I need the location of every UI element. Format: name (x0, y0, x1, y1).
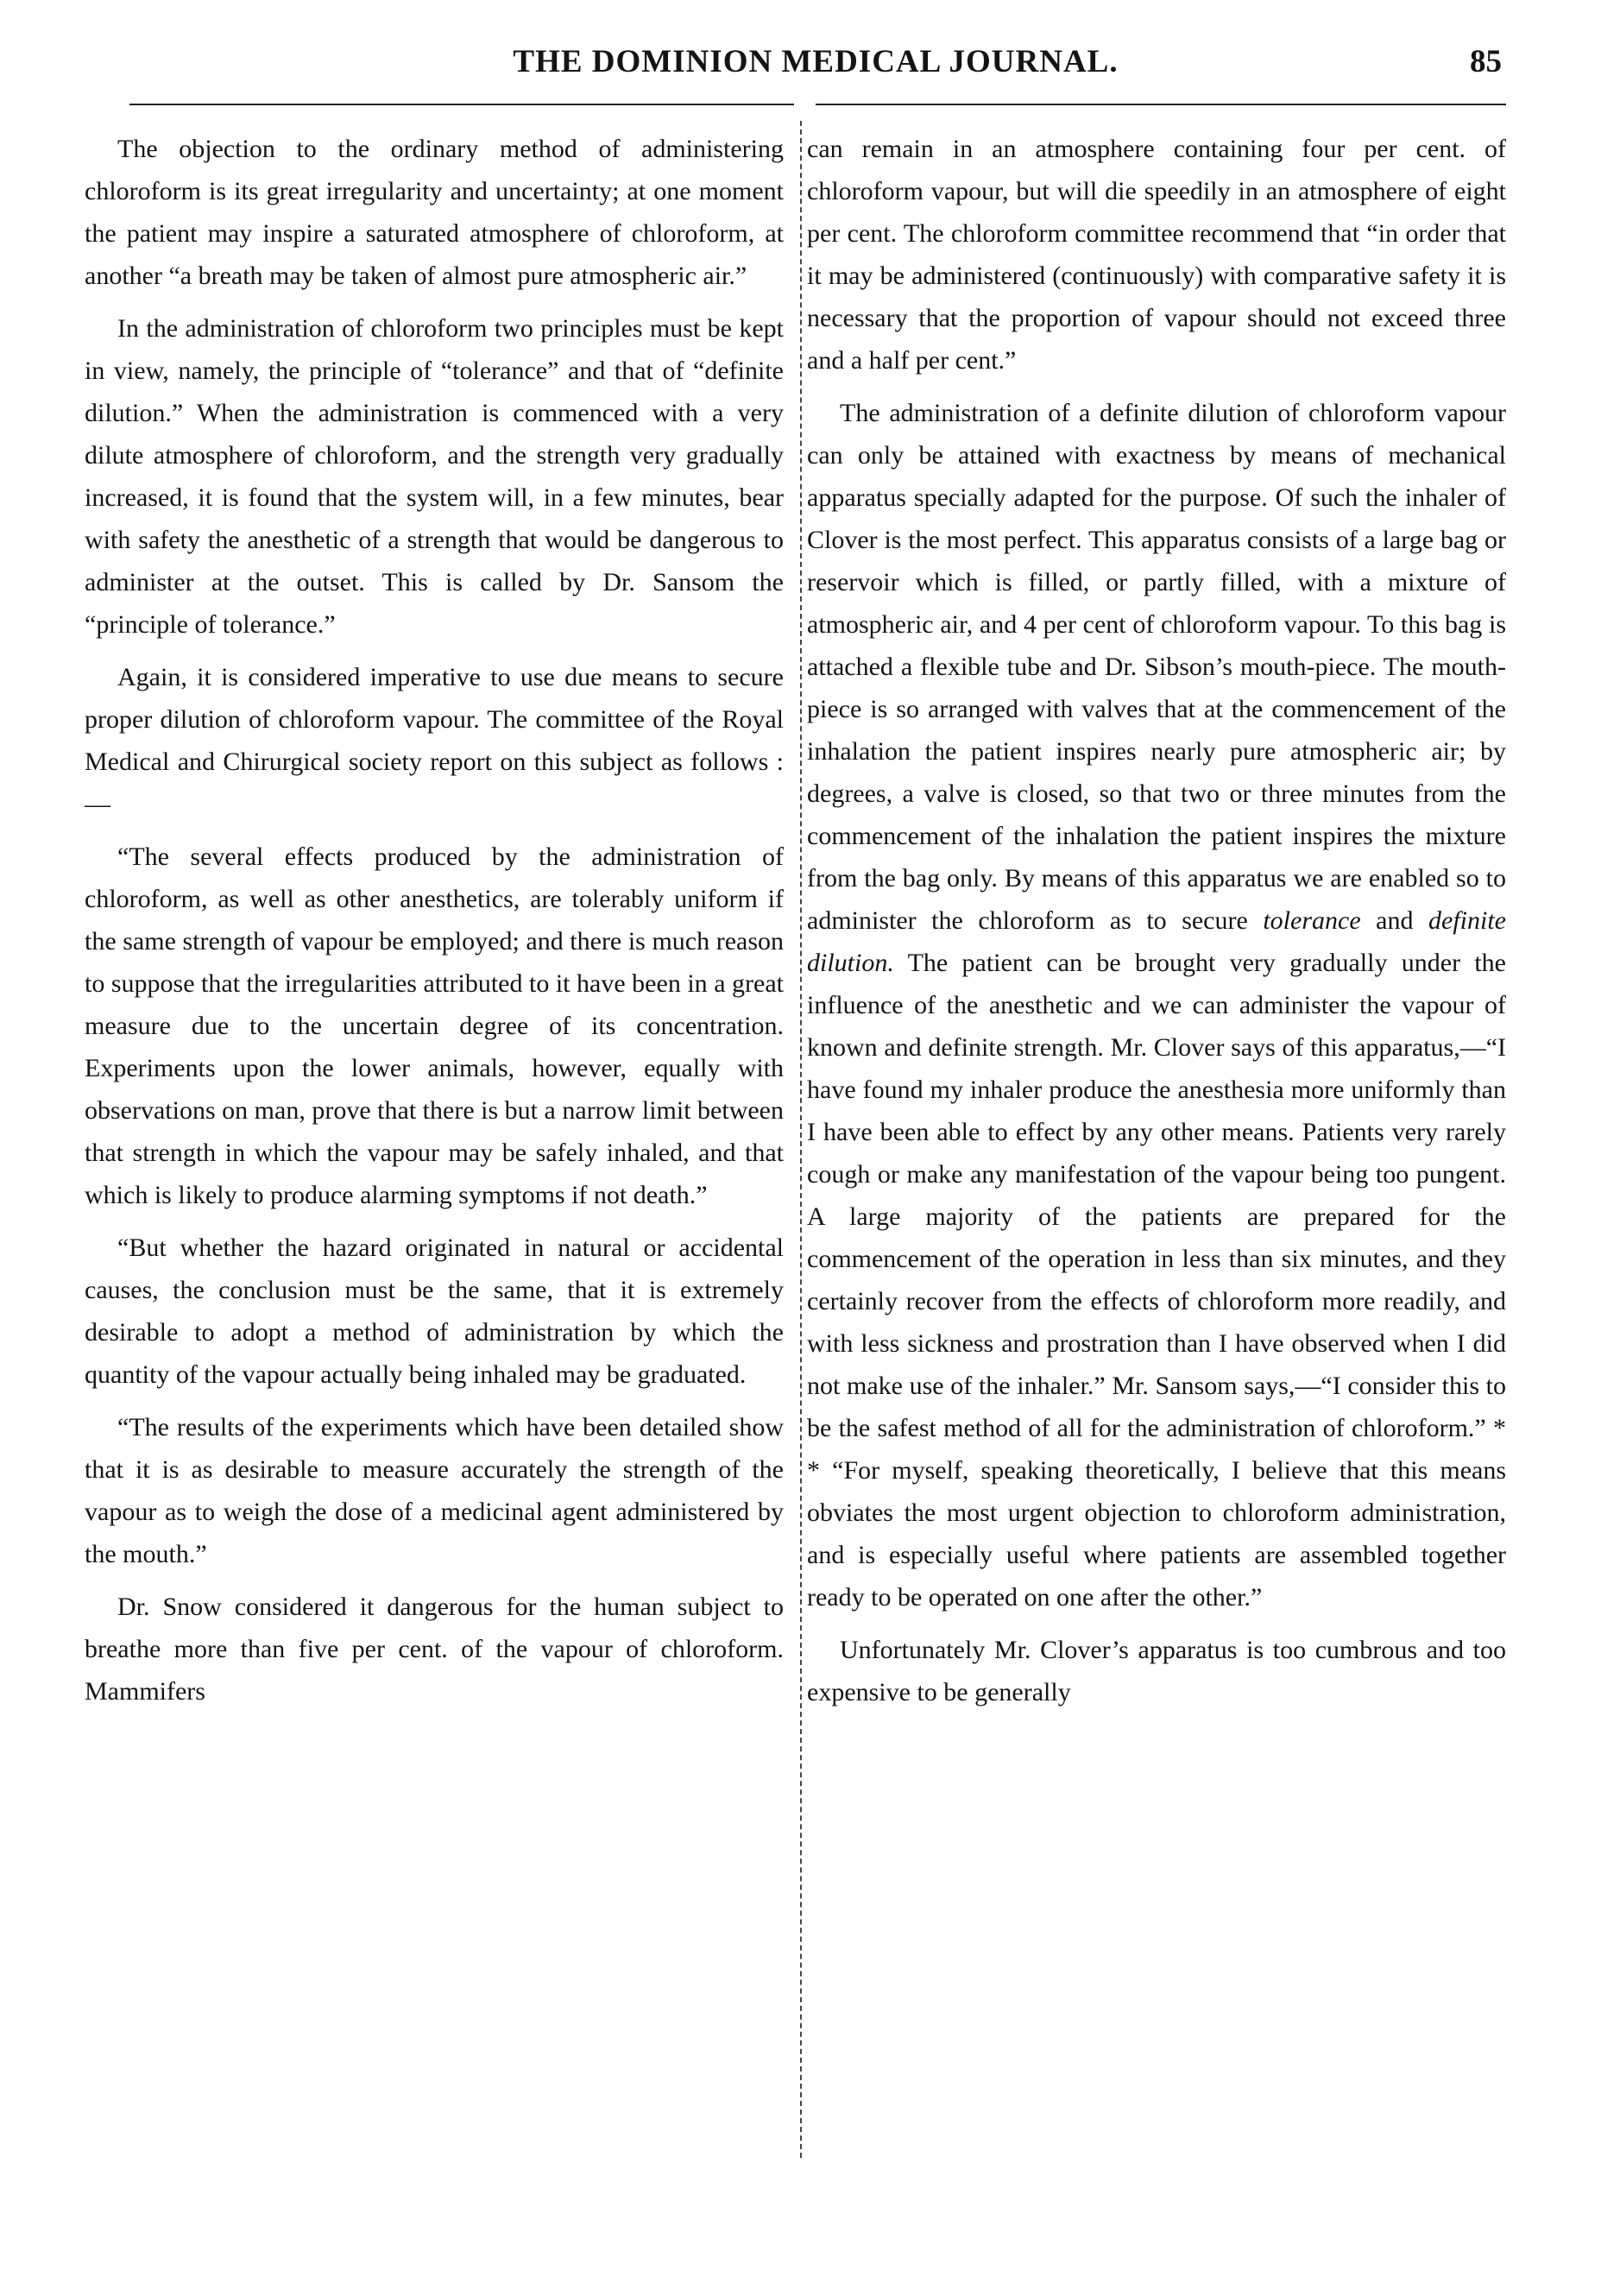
paragraph: Again, it is considered imperative to use due means to secure proper dilution of chloroform vapour. The committee of the Royal Medical and Chirurgical society report on this subject as follows :— (85, 663, 784, 818)
emphasis-tolerance: tolerance (1263, 906, 1361, 935)
journal-title: THE DOMINION MEDICAL JOURNAL. (513, 44, 1119, 79)
quoted-paragraph: “The results of the experiments which have been detailed show that it is as desirable to measure accurately the strength of the vapour as to weigh the dose of a medicinal agent administered by the mouth.” (85, 1413, 784, 1568)
paragraph: Unfortunately Mr. Clover’s apparatus is too cumbrous and too expensive to be generally (807, 1636, 1506, 1706)
paragraph-text: The patient can be brought very gradually under the influence of the anesthetic and we can administer the vapour of known and definite strength. Mr. Clover says of this apparatus,—“I have found my inhaler produce the anesthesia more uniformly than I have been able to effect by any other means. Patients very rarely cough or make any manifestation of the vapour being too pungent. A large majority of the patients are prepared for the commencement of the operation in less than six minutes, and they certainly recover from the effects of chloroform more readily, and with less sickness and prostration than I have observed when I did not make use of the inhaler.” Mr. Sansom says,—“I consider this to be the safest method of all for the administration of chloroform.” * * “For myself, speaking theoretically, I believe that this means obviates the most urgent objection to chloroform administration, and is especially useful where patients are assembled together ready to be operated on one after the other.” (807, 949, 1506, 1612)
column-divider (800, 121, 802, 2158)
running-header (129, 43, 1502, 95)
quoted-paragraph: “The several effects produced by the administration of chloroform, as well as other anesthetics, are tolerably uniform if the same strength of vapour be employed; and there is much reason to suppose that the irregularities attributed to it have been in a great measure due to the uncertain degree of its concentration. Experiments upon the lower animals, however, equally with observations on man, prove that there is but a narrow limit between that strength in which the vapour may be safely inhaled, and that which is likely to produce alarming symptoms if not death.” (85, 842, 784, 1209)
paragraph: Dr. Snow considered it dangerous for the human subject to breathe more than five per cent. of the vapour of chloroform. Mammifers (85, 1593, 784, 1706)
page-number: 85 (1470, 44, 1502, 79)
paragraph-text: The administration of a definite dilution of chloroform vapour can only be attained with exactness by means of mechanical apparatus specially adapted for the purpose. Of such the inhaler of Clover is the most perfect. This apparatus consists of a large bag or reservoir which is filled, or partly filled, with a mixture of atmospheric air, and 4 per cent of chloroform vapour. To this bag is attached a flexible tube and Dr. Sibson’s mouth-piece. The mouth-piece is so arranged with valves that at the commencement of the inhalation the patient inspires nearly pure atmospheric air; by degrees, a valve is closed, so that two or three minutes from the commencement of the inhalation the patient inspires the mixture from the bag only. By means of this apparatus we are enabled so to administer the chloroform as to secure (807, 399, 1506, 935)
quoted-paragraph: “But whether the hazard originated in natural or accidental causes, the conclusion must be the same, that it is extremely desirable to adopt a method of administration by which the quantity of the vapour actually being inhaled may be graduated. (85, 1233, 784, 1389)
paragraph: The objection to the ordinary method of administering chloroform is its great irregularity and uncertainty; at one moment the patient may inspire a saturated atmosphere of chloroform, at another “a breath may be taken of almost pure atmospheric air.” (85, 135, 784, 290)
right-column (807, 128, 1506, 1724)
left-column (85, 128, 784, 1723)
paragraph: In the administration of chloroform two principles must be kept in view, namely, the principle of “tolerance” and that of “definite dilution.” When the administration is commenced with a very dilute atmosphere of chloroform, and the strength very gradually increased, it is found that the system will, in a few minutes, bear with safety the anesthetic of a strength that would be dangerous to administer at the outset. This is called by Dr. Sansom the “principle of tolerance.” (85, 314, 784, 639)
header-rule-right (816, 104, 1506, 105)
continued-paragraph: can remain in an atmosphere containing four per cent. of chloroform vapour, but will die speedily in an atmosphere of eight per cent. The chloroform committee recommend that “in order that it may be administered (continuously) with comparative safety it is necessary that the proportion of vapour should not exceed three and a half per cent.” (807, 135, 1506, 375)
header-rule-left (129, 104, 794, 105)
paragraph-text: and (1360, 906, 1429, 935)
paragraph (807, 392, 1506, 1618)
emphasis-definite-dilution: definite dilution. (807, 906, 1506, 977)
